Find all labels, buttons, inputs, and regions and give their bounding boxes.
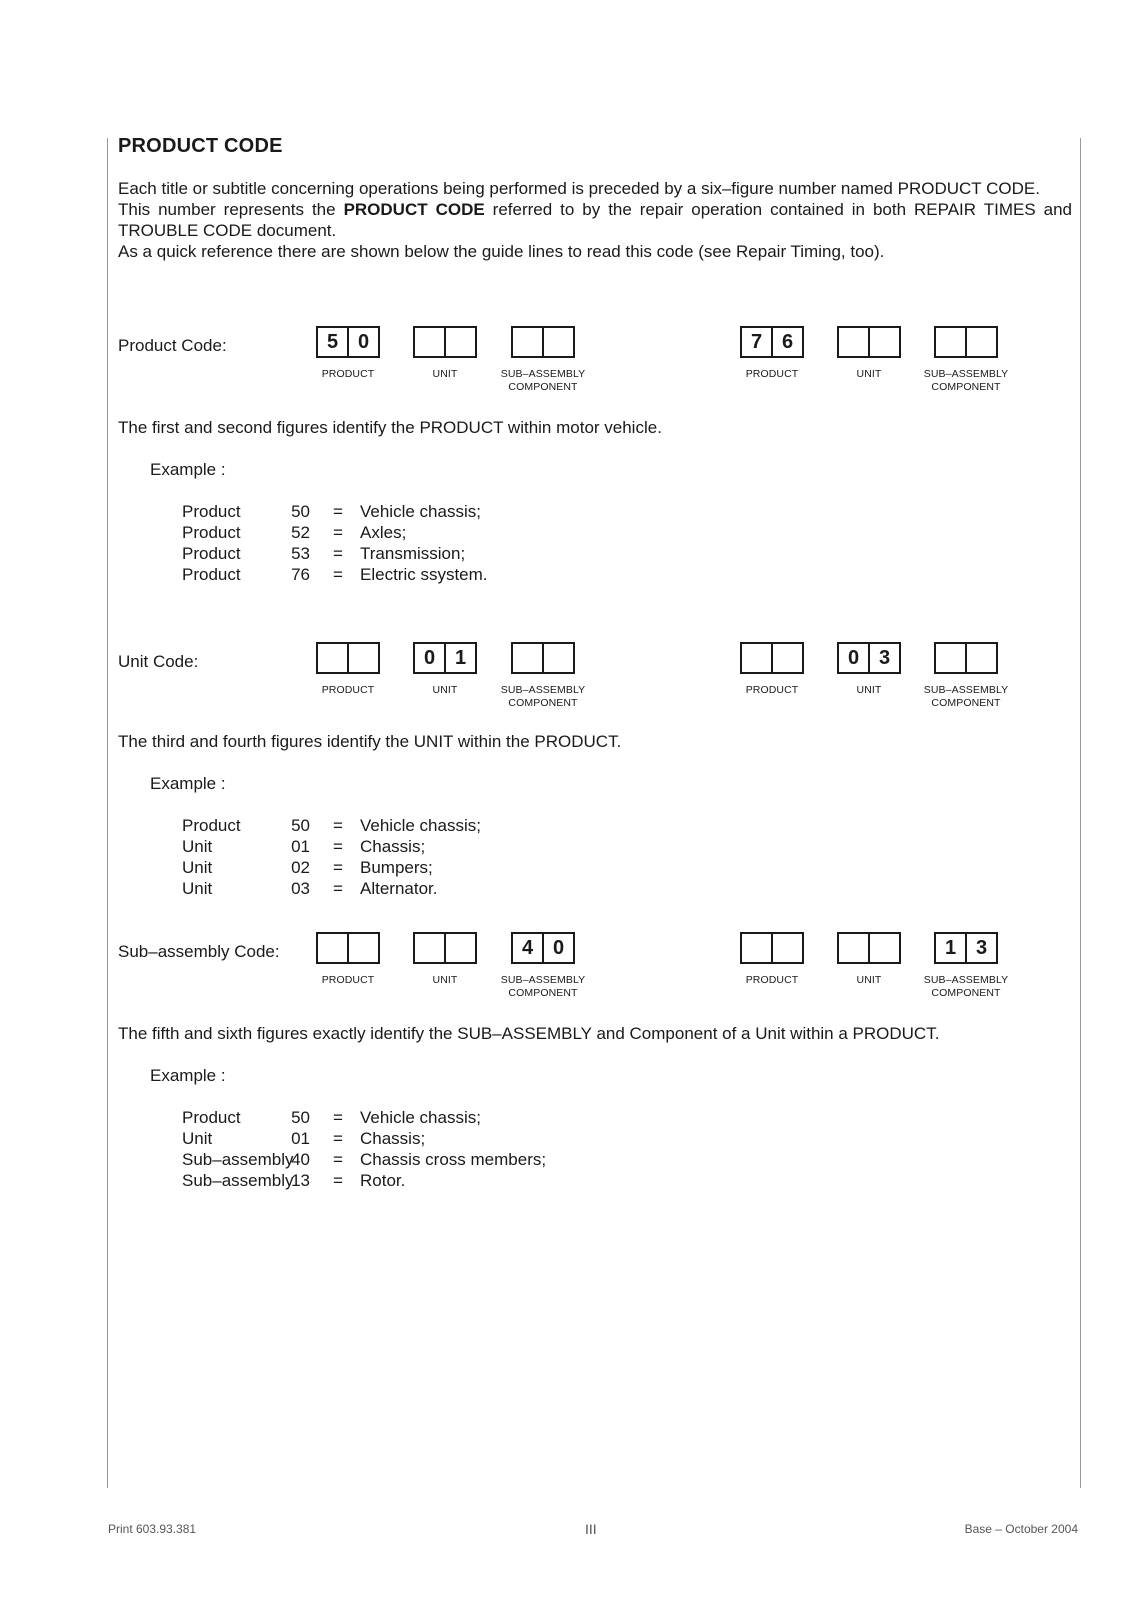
example-code: 53: [291, 544, 310, 563]
example-equals: =: [333, 1171, 343, 1190]
code-digit: [513, 328, 542, 356]
code-digit: [868, 934, 899, 962]
unit-code-box: [837, 326, 901, 358]
code-digit: 0: [542, 934, 573, 962]
example-equals: =: [333, 523, 343, 542]
example-term: Product: [182, 816, 241, 835]
sub-assembly-caption: [488, 684, 598, 710]
example-equals: =: [333, 858, 343, 877]
code-digit: [542, 644, 573, 672]
sub-assembly-code-box: [934, 642, 998, 674]
example-equals: =: [333, 1129, 343, 1148]
code-digit: 7: [750, 330, 763, 353]
intro-line-3: As a quick reference there are shown below the guide lines to read this code (see Repair Timing, too).: [118, 242, 885, 261]
example-equals: =: [333, 879, 343, 898]
example-code: 02: [291, 858, 310, 877]
left-margin-rule: [107, 138, 108, 1488]
product-caption: PRODUCT: [745, 684, 799, 696]
product-code-emphasis: PRODUCT CODE: [343, 200, 485, 219]
caption-line: SUB–ASSEMBLY: [500, 974, 586, 986]
code-digit: 5: [326, 330, 339, 353]
caption-line: COMPONENT: [931, 987, 1001, 999]
sub-assembly-code-box: [934, 932, 998, 964]
example-equals: =: [333, 1150, 343, 1169]
section-description: The first and second figures identify the PRODUCT within motor vehicle.: [118, 418, 662, 437]
example-meaning: Axles;: [360, 523, 407, 542]
unit-caption: UNIT: [432, 684, 458, 696]
caption-line: COMPONENT: [508, 987, 578, 999]
unit-code-box: [413, 326, 477, 358]
code-digit: 3: [868, 644, 899, 672]
footer-page-number: III: [585, 1521, 597, 1537]
example-term: Unit: [182, 879, 213, 898]
example-meaning: Transmission;: [360, 544, 466, 563]
product-caption: PRODUCT: [745, 974, 799, 986]
intro-paragraph: [118, 178, 1072, 262]
example-code: 50: [291, 816, 310, 835]
code-digit: 0: [847, 646, 860, 669]
product-caption: PRODUCT: [321, 684, 375, 696]
product-code-box: [740, 326, 804, 358]
code-digit: [965, 328, 996, 356]
code-digit: [318, 644, 347, 672]
example-code: 52: [291, 523, 310, 542]
example-code: 40: [291, 1150, 310, 1169]
example-term: Sub–assembly: [182, 1150, 294, 1169]
sub-assembly-caption: [911, 684, 1021, 710]
unit-caption: UNIT: [432, 368, 458, 380]
code-digit: 3: [965, 934, 996, 962]
code-digit: [415, 934, 444, 962]
unit-caption: UNIT: [856, 368, 882, 380]
caption-line: COMPONENT: [508, 697, 578, 709]
product-code-box: [316, 932, 380, 964]
code-digit: [542, 328, 573, 356]
product-caption: PRODUCT: [321, 368, 375, 380]
code-digit: [771, 934, 802, 962]
sub-assembly-code-box: [934, 326, 998, 358]
caption-line: SUB–ASSEMBLY: [923, 684, 1009, 696]
example-meaning: Rotor.: [360, 1171, 406, 1190]
product-code-box: [740, 642, 804, 674]
code-digit: [936, 328, 965, 356]
example-code: 50: [291, 1108, 310, 1127]
code-digit: [965, 644, 996, 672]
code-digit: [839, 934, 868, 962]
caption-line: SUB–ASSEMBLY: [500, 684, 586, 696]
code-digit: [347, 644, 378, 672]
intro-line-1: Each title or subtitle concerning operations being performed is preceded by a six–figure number named PRODUCT CODE.: [118, 179, 1040, 198]
example-code: 01: [291, 1129, 310, 1148]
footer-edition: Base – October 2004: [964, 1522, 1078, 1536]
caption-line: COMPONENT: [931, 381, 1001, 393]
example-meaning: Bumpers;: [360, 858, 433, 877]
example-term: Product: [182, 523, 241, 542]
product-caption: PRODUCT: [745, 368, 799, 380]
example-label: Example :: [150, 1066, 226, 1085]
unit-code-box: [837, 642, 901, 674]
example-equals: =: [333, 816, 343, 835]
product-code-box: [740, 932, 804, 964]
code-digit: [347, 934, 378, 962]
code-digit: 6: [771, 328, 802, 356]
sub-assembly-code-box: [511, 932, 575, 964]
example-equals: =: [333, 837, 343, 856]
example-term: Unit: [182, 1129, 213, 1148]
page-title: PRODUCT CODE: [118, 135, 283, 157]
caption-line: COMPONENT: [508, 381, 578, 393]
example-equals: =: [333, 565, 343, 584]
code-digit: [742, 644, 771, 672]
example-code: 01: [291, 837, 310, 856]
code-digit: 1: [444, 644, 475, 672]
sub-assembly-caption: [488, 974, 598, 1000]
unit-code-box: [837, 932, 901, 964]
section-description: The third and fourth figures identify the UNIT within the PRODUCT.: [118, 732, 622, 751]
example-equals: =: [333, 1108, 343, 1127]
product-code-box: [316, 642, 380, 674]
caption-line: COMPONENT: [931, 697, 1001, 709]
unit-caption: UNIT: [432, 974, 458, 986]
sub-assembly-code-box: [511, 642, 575, 674]
example-term: Unit: [182, 858, 213, 877]
code-digit: [318, 934, 347, 962]
code-digit: [868, 328, 899, 356]
product-code-box: [316, 326, 380, 358]
code-digit: [415, 328, 444, 356]
sub-assembly-caption: [911, 974, 1021, 1000]
example-meaning: Chassis cross members;: [360, 1150, 547, 1169]
sub-assembly-caption: [488, 368, 598, 394]
code-digit: [936, 644, 965, 672]
code-digit: [771, 644, 802, 672]
example-meaning: Chassis;: [360, 1129, 426, 1148]
code-digit: [513, 644, 542, 672]
example-meaning: Vehicle chassis;: [360, 1108, 481, 1127]
section-description: The fifth and sixth figures exactly identify the SUB–ASSEMBLY and Component of a Unit within a PRODUCT.: [118, 1024, 940, 1043]
caption-line: SUB–ASSEMBLY: [923, 974, 1009, 986]
unit-code-box: [413, 642, 477, 674]
example-equals: =: [333, 544, 343, 563]
intro-line-2: This number represents the PRODUCT CODE referred to by the repair operation contained in both REPAIR TIMES and TROUBLE CODE document.: [118, 200, 1072, 240]
code-digit: [839, 328, 868, 356]
unit-code-box: [413, 932, 477, 964]
example-code: 76: [291, 565, 310, 584]
example-equals: =: [333, 502, 343, 521]
unit-caption: UNIT: [856, 684, 882, 696]
example-term: Product: [182, 1108, 241, 1127]
code-digit: 0: [347, 328, 378, 356]
unit-caption: UNIT: [856, 974, 882, 986]
example-term: Product: [182, 565, 241, 584]
code-digit: 0: [423, 646, 436, 669]
sub-assembly-caption: [911, 368, 1021, 394]
section-label: Sub–assembly Code:: [118, 942, 280, 961]
example-term: Unit: [182, 837, 213, 856]
caption-line: SUB–ASSEMBLY: [500, 368, 586, 380]
example-meaning: Alternator.: [360, 879, 438, 898]
example-meaning: Electric ssystem.: [360, 565, 488, 584]
section-label: Unit Code:: [118, 652, 199, 671]
right-margin-rule: [1080, 138, 1081, 1488]
section-label: Product Code:: [118, 336, 227, 355]
code-digit: [444, 934, 475, 962]
footer-print-number: Print 603.93.381: [108, 1522, 197, 1536]
example-code: 50: [291, 502, 310, 521]
example-code: 13: [291, 1171, 310, 1190]
caption-line: SUB–ASSEMBLY: [923, 368, 1009, 380]
example-term: Product: [182, 502, 241, 521]
example-code: 03: [291, 879, 310, 898]
example-label: Example :: [150, 460, 226, 479]
code-digit: 4: [521, 936, 534, 959]
product-caption: PRODUCT: [321, 974, 375, 986]
example-meaning: Vehicle chassis;: [360, 816, 481, 835]
sub-assembly-code-box: [511, 326, 575, 358]
example-term: Product: [182, 544, 241, 563]
code-digit: 1: [944, 936, 957, 959]
code-digit: [742, 934, 771, 962]
example-meaning: Chassis;: [360, 837, 426, 856]
example-term: Sub–assembly: [182, 1171, 294, 1190]
code-digit: [444, 328, 475, 356]
example-label: Example :: [150, 774, 226, 793]
example-meaning: Vehicle chassis;: [360, 502, 481, 521]
